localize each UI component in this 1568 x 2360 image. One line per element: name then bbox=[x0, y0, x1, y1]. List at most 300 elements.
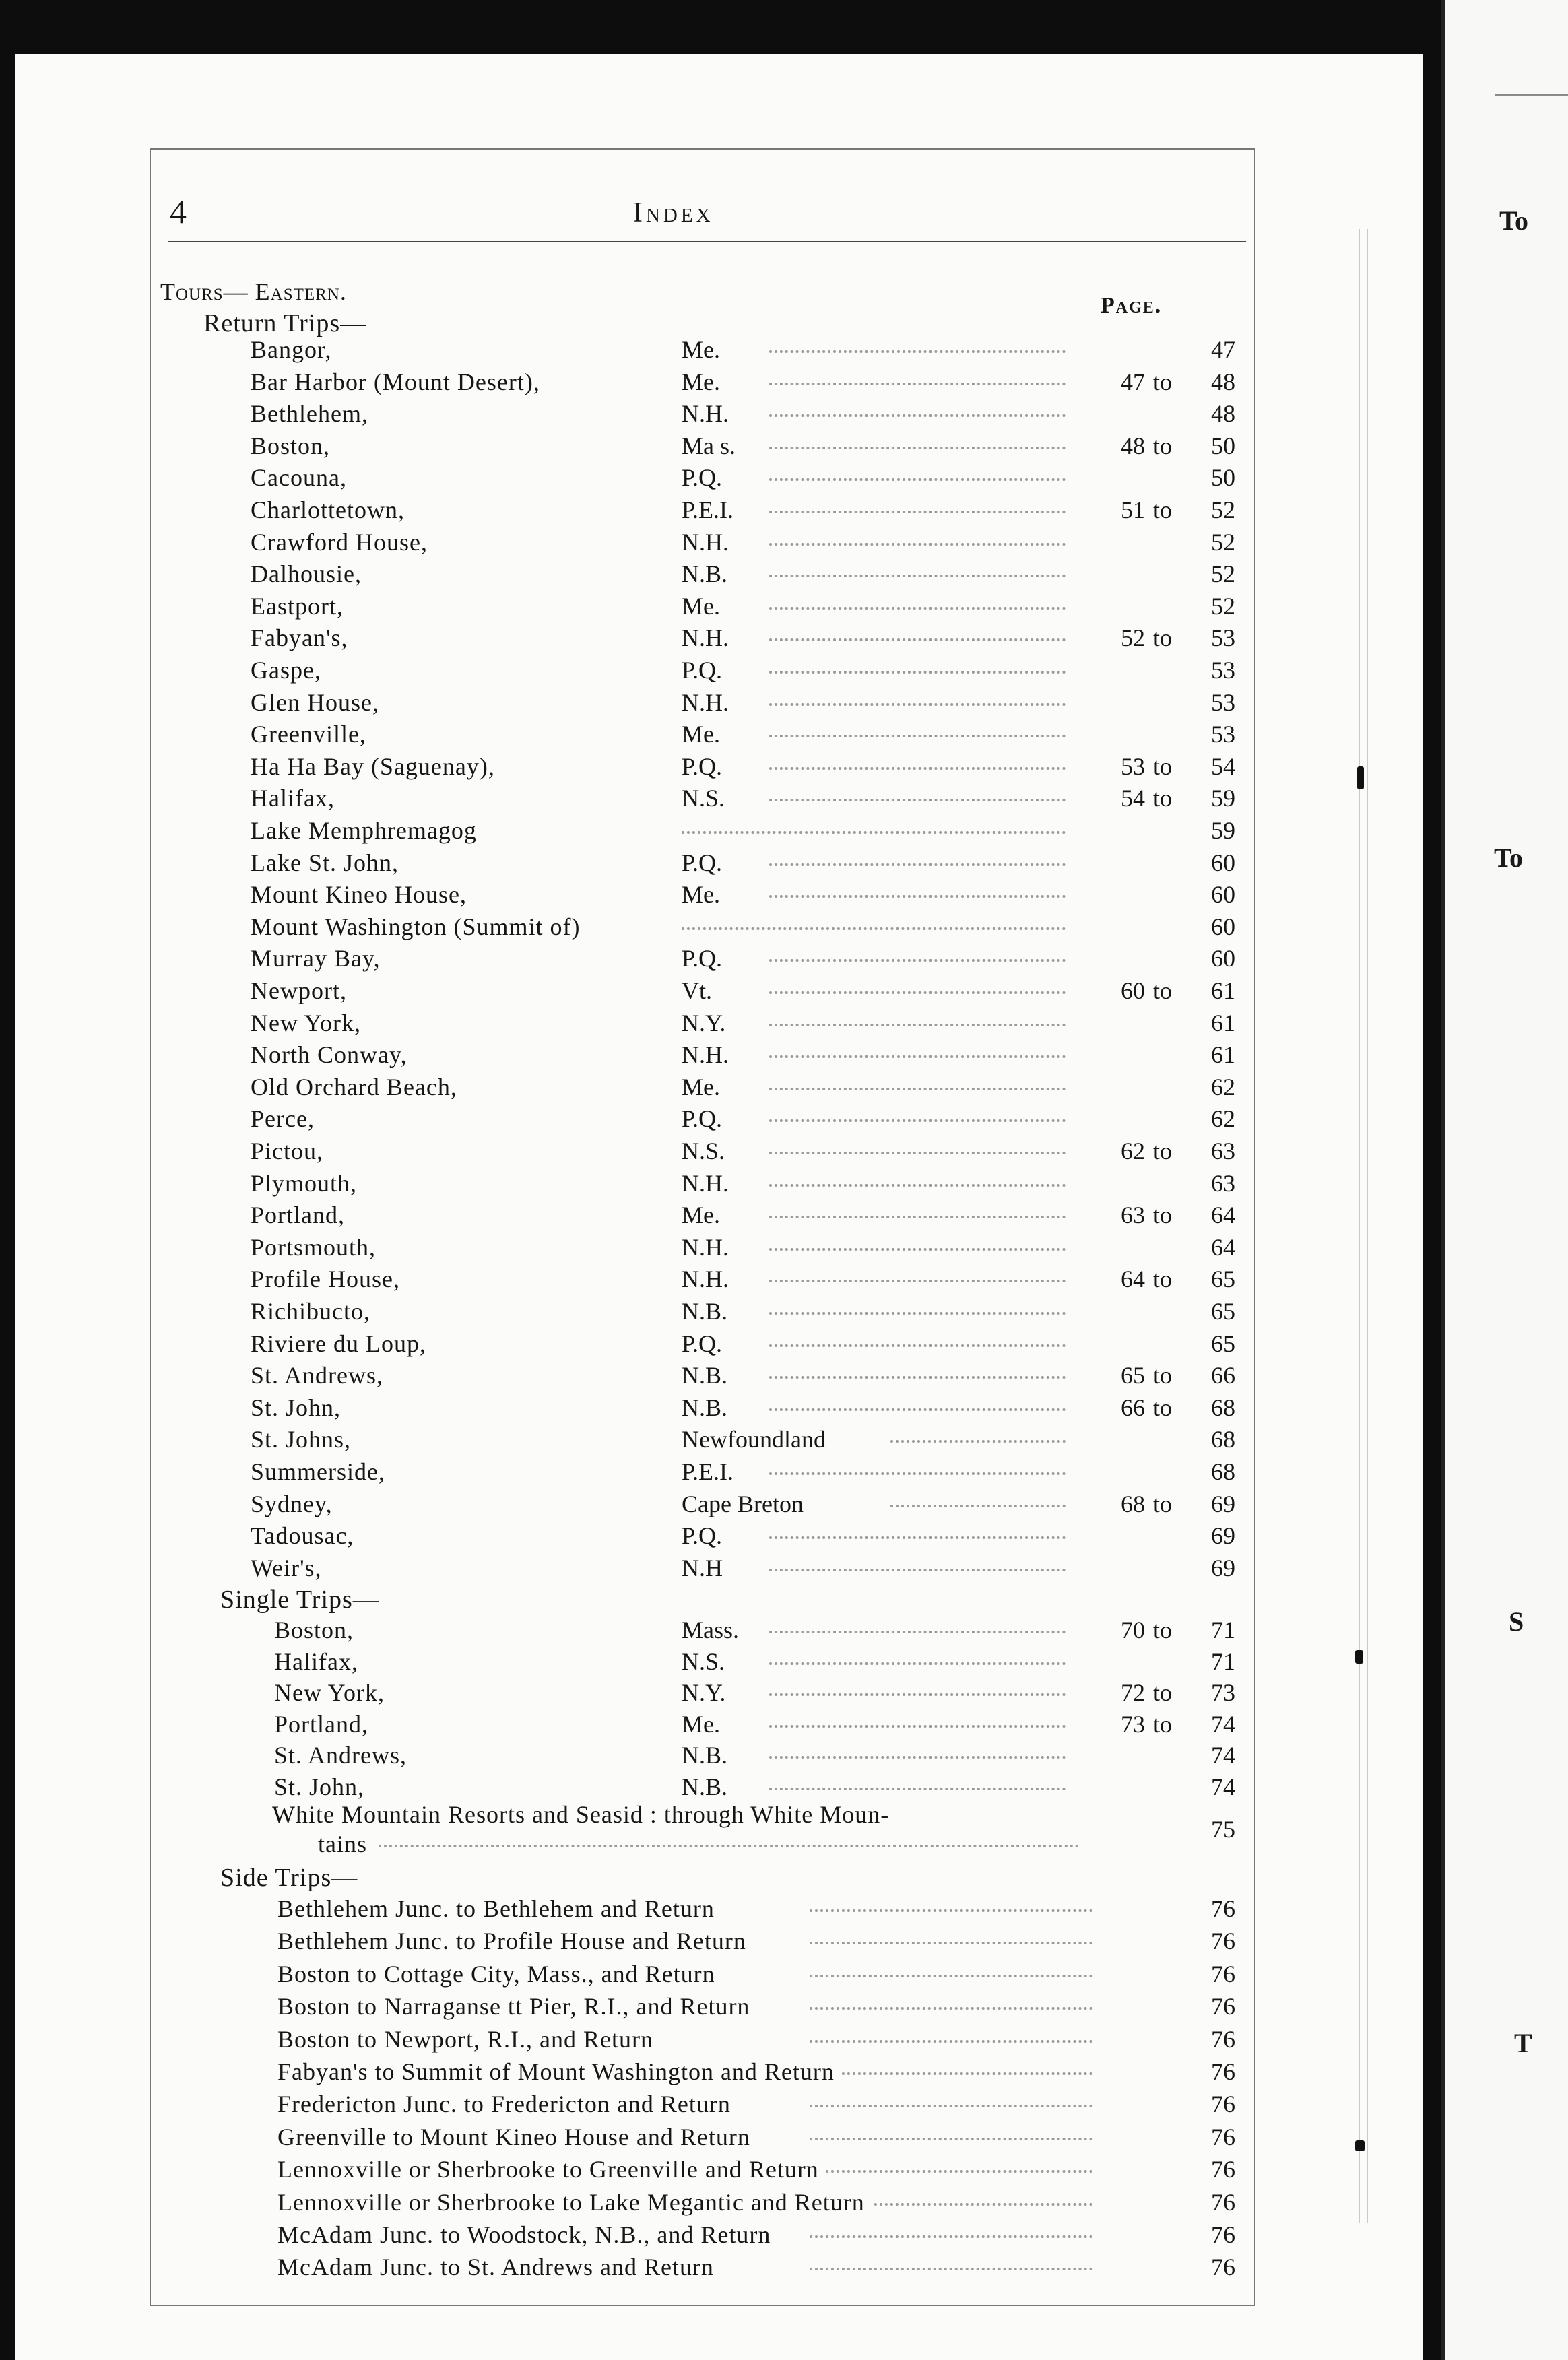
entry-region: Vt. bbox=[682, 977, 712, 1004]
leader-dots bbox=[769, 350, 1066, 353]
page-ref: 60 bbox=[1211, 913, 1235, 940]
page-range-start: 68 bbox=[1121, 1490, 1145, 1517]
page-ref: 59 bbox=[1211, 817, 1235, 844]
entry-text-continued: tains bbox=[318, 1831, 367, 1858]
leader-dots bbox=[769, 1725, 1066, 1728]
list-item bbox=[15, 2221, 1429, 2253]
entry-place: Halifax, bbox=[274, 1647, 358, 1675]
page-ref: 74 bbox=[1211, 1742, 1235, 1769]
entry-text: McAdam Junc. to Woodstock, N.B., and Return bbox=[277, 2221, 777, 2249]
entry-place: New York, bbox=[274, 1679, 385, 1707]
entry-place: Bethlehem, bbox=[251, 400, 368, 428]
leader-dots bbox=[769, 383, 1066, 385]
list-item bbox=[15, 1105, 1429, 1137]
list-item bbox=[15, 752, 1429, 785]
page-ref: 47 bbox=[1211, 336, 1235, 363]
entry-place: Dalhousie, bbox=[251, 560, 362, 588]
entry-place: Glen House, bbox=[251, 688, 379, 716]
page-range-word: to bbox=[1153, 1362, 1173, 1389]
list-item bbox=[15, 1741, 1429, 1773]
page-range-word: to bbox=[1153, 432, 1173, 459]
entry-place: Charlottetown, bbox=[251, 496, 405, 523]
list-item bbox=[15, 1678, 1429, 1711]
section-heading: Tours— Eastern. bbox=[160, 278, 347, 305]
entry-region: P.Q. bbox=[682, 849, 723, 876]
entry-region: N.H. bbox=[682, 1169, 729, 1197]
page-ref: 73 bbox=[1211, 1679, 1235, 1707]
list-item bbox=[15, 688, 1429, 721]
page-ref: 69 bbox=[1211, 1522, 1235, 1550]
list-item bbox=[15, 1521, 1429, 1554]
entry-place: North Conway, bbox=[251, 1041, 407, 1069]
page-ref: 68 bbox=[1211, 1394, 1235, 1421]
page-range-start: 62 bbox=[1121, 1138, 1145, 1165]
entry-region: Me. bbox=[682, 881, 720, 909]
entry-region: Me. bbox=[682, 336, 720, 363]
leader-dots bbox=[769, 991, 1066, 994]
entry-region: N.S. bbox=[682, 1647, 725, 1675]
entry-region: Me. bbox=[682, 1710, 720, 1738]
leader-dots bbox=[769, 895, 1066, 898]
leader-dots bbox=[682, 927, 1066, 930]
entry-region: N.B. bbox=[682, 1773, 728, 1800]
entry-region: P.E.I. bbox=[682, 1458, 734, 1485]
entry-place: Eastport, bbox=[251, 592, 344, 620]
entry-text: Boston to Newport, R.I., and Return bbox=[277, 2025, 660, 2054]
leader-dots bbox=[769, 1788, 1066, 1790]
page-ref: 61 bbox=[1211, 1041, 1235, 1069]
leader-dots bbox=[769, 1184, 1066, 1187]
page-ref: 53 bbox=[1211, 688, 1235, 716]
entry-region: N.H. bbox=[682, 624, 729, 652]
list-item bbox=[15, 399, 1429, 432]
leader-dots bbox=[769, 1248, 1066, 1251]
entry-place: Tadousac, bbox=[251, 1522, 354, 1550]
entry-place: St. John, bbox=[251, 1394, 341, 1421]
entry-place: Fabyan's, bbox=[251, 624, 348, 652]
entry-region: N.B. bbox=[682, 1298, 728, 1325]
page-ref: 53 bbox=[1211, 721, 1235, 748]
leader-dots bbox=[769, 447, 1066, 449]
entry-place: Plymouth, bbox=[251, 1169, 358, 1197]
entry-region: N.B. bbox=[682, 1394, 728, 1421]
page-range-start: 54 bbox=[1121, 785, 1145, 812]
page-ref: 71 bbox=[1211, 1647, 1235, 1675]
entry-region: P.Q. bbox=[682, 657, 723, 684]
page-range-word: to bbox=[1153, 785, 1173, 812]
leader-dots bbox=[769, 959, 1066, 962]
page-ref: 48 bbox=[1211, 368, 1235, 395]
entry-region: P.Q. bbox=[682, 1330, 723, 1357]
list-item bbox=[15, 2188, 1429, 2221]
page-range-word: to bbox=[1153, 1394, 1173, 1421]
page-ref: 68 bbox=[1211, 1426, 1235, 1453]
entry-text: Lennoxville or Sherbrooke to Greenville and Return bbox=[277, 2155, 826, 2184]
entry-place: Mount Kineo House, bbox=[251, 881, 467, 909]
leader-dots bbox=[769, 735, 1066, 738]
page-ref: 52 bbox=[1211, 496, 1235, 523]
entry-place: Boston, bbox=[251, 432, 331, 459]
list-item bbox=[15, 1169, 1429, 1202]
list-item bbox=[15, 592, 1429, 624]
list-item bbox=[15, 624, 1429, 656]
opposite-page-edge bbox=[1441, 0, 1568, 2360]
leader-dots bbox=[810, 2007, 1092, 2010]
entry-place: Bangor, bbox=[251, 336, 332, 363]
page-ref: 63 bbox=[1211, 1169, 1235, 1197]
page-ref: 63 bbox=[1211, 1138, 1235, 1165]
page-ref: 60 bbox=[1211, 945, 1235, 973]
page-ref: 64 bbox=[1211, 1233, 1235, 1261]
list-item bbox=[15, 944, 1429, 977]
entry-region: N.H bbox=[682, 1554, 723, 1581]
leader-dots bbox=[810, 2170, 1092, 2173]
entry-text: Fredericton Junc. to Fredericton and Return bbox=[277, 2090, 738, 2118]
page-range-start: 72 bbox=[1121, 1679, 1145, 1707]
leader-dots bbox=[769, 414, 1066, 417]
entry-place: Richibucto, bbox=[251, 1298, 370, 1325]
list-item bbox=[15, 1895, 1429, 1927]
page-ref: 76 bbox=[1211, 2091, 1235, 2118]
leader-dots bbox=[682, 831, 1066, 834]
leader-dots bbox=[769, 1152, 1066, 1154]
leader-dots bbox=[769, 863, 1066, 866]
list-item bbox=[15, 1927, 1429, 1959]
list-item bbox=[15, 1394, 1429, 1426]
page-ref: 76 bbox=[1211, 2025, 1235, 2053]
opposite-rule bbox=[1495, 94, 1568, 96]
entry-text: Boston to Cottage City, Mass., and Return bbox=[277, 1960, 722, 1988]
entry-place: Cacouna, bbox=[251, 464, 347, 492]
entry-region: Newfoundland bbox=[682, 1426, 826, 1453]
leader-dots bbox=[769, 607, 1066, 610]
entry-place: St. John, bbox=[274, 1773, 365, 1800]
entry-text: Greenville to Mount Kineo House and Return bbox=[277, 2123, 757, 2151]
entry-region: N.H. bbox=[682, 688, 729, 716]
list-item bbox=[15, 1554, 1429, 1586]
entry-region: Mass. bbox=[682, 1616, 740, 1643]
page-ref: 50 bbox=[1211, 464, 1235, 492]
entry-region: N.B. bbox=[682, 1362, 728, 1389]
page-ref: 60 bbox=[1211, 881, 1235, 909]
entry-place: Halifax, bbox=[251, 785, 335, 812]
list-item bbox=[15, 432, 1429, 464]
page-ref: 65 bbox=[1211, 1298, 1235, 1325]
page-ref: 76 bbox=[1211, 2254, 1235, 2281]
page-range-start: 66 bbox=[1121, 1394, 1145, 1421]
page-ref: 54 bbox=[1211, 752, 1235, 780]
entry-region: Me. bbox=[682, 1202, 720, 1229]
leader-dots bbox=[769, 703, 1066, 706]
list-item bbox=[15, 880, 1429, 913]
list-item bbox=[15, 2090, 1429, 2122]
page-ref: 76 bbox=[1211, 1993, 1235, 2021]
entry-region: P.Q. bbox=[682, 945, 723, 973]
entry-place: St. Andrews, bbox=[251, 1362, 384, 1389]
leader-dots bbox=[769, 671, 1066, 674]
leader-dots bbox=[810, 2040, 1092, 2043]
page-range-word: to bbox=[1153, 1710, 1173, 1738]
list-item bbox=[15, 2025, 1429, 2058]
entry-text: McAdam Junc. to St. Andrews and Return bbox=[277, 2253, 721, 2281]
running-head-text: Index bbox=[633, 197, 714, 228]
entry-place: Portsmouth, bbox=[251, 1233, 377, 1261]
list-item bbox=[15, 368, 1429, 400]
entry-place: St. Andrews, bbox=[274, 1742, 407, 1769]
list-item bbox=[15, 1647, 1429, 1680]
entry-place: Greenville, bbox=[251, 721, 366, 748]
entry-region: Me. bbox=[682, 368, 720, 395]
entry-place: Weir's, bbox=[251, 1554, 322, 1581]
page-ref: 76 bbox=[1211, 2123, 1235, 2151]
list-item bbox=[15, 335, 1429, 368]
page-range-word: to bbox=[1153, 1266, 1173, 1293]
page-ref: 50 bbox=[1211, 432, 1235, 459]
entry-region: P.Q. bbox=[682, 1105, 723, 1133]
leader-dots bbox=[769, 1088, 1066, 1090]
entry-place: Crawford House, bbox=[251, 528, 428, 556]
entry-region: N.H. bbox=[682, 400, 729, 428]
page-range-start: 73 bbox=[1121, 1710, 1145, 1738]
list-item bbox=[15, 528, 1429, 560]
page-ref: 71 bbox=[1211, 1616, 1235, 1643]
entry-region: N.H. bbox=[682, 1233, 729, 1261]
entry-place: Bar Harbor (Mount Desert), bbox=[251, 368, 540, 395]
entry-place: Ha Ha Bay (Saguenay), bbox=[251, 752, 495, 780]
list-item bbox=[15, 463, 1429, 496]
single-trips-heading: Single Trips— bbox=[220, 1585, 379, 1614]
entry-text: Lennoxville or Sherbrooke to Lake Megantic and Return bbox=[277, 2188, 872, 2217]
page-ref: 76 bbox=[1211, 2058, 1235, 2085]
list-item bbox=[15, 2058, 1429, 2090]
page-ref: 69 bbox=[1211, 1490, 1235, 1517]
leader-dots bbox=[769, 1693, 1066, 1696]
page-range-start: 65 bbox=[1121, 1362, 1145, 1389]
page-ref: 76 bbox=[1211, 2221, 1235, 2248]
page-ref: 76 bbox=[1211, 1960, 1235, 1988]
return-trips-heading: Return Trips— bbox=[203, 309, 367, 337]
entry-place: Murray Bay, bbox=[251, 945, 381, 973]
leader-dots bbox=[890, 1505, 1066, 1507]
entry-region: N.S. bbox=[682, 1138, 725, 1165]
leader-dots bbox=[769, 1756, 1066, 1759]
list-item bbox=[15, 816, 1429, 849]
entry-place: Perce, bbox=[251, 1105, 315, 1133]
index-page bbox=[15, 54, 1423, 2360]
entry-region: N.H. bbox=[682, 528, 729, 556]
page-ref: 53 bbox=[1211, 657, 1235, 684]
list-item bbox=[15, 1330, 1429, 1362]
entry-region: N.Y. bbox=[682, 1009, 726, 1037]
list-item bbox=[15, 656, 1429, 688]
list-item bbox=[15, 1361, 1429, 1394]
page-range-start: 70 bbox=[1121, 1616, 1145, 1643]
entry-place: Profile House, bbox=[251, 1266, 400, 1293]
entry-place: Portland, bbox=[274, 1710, 368, 1738]
opposite-page-word: T bbox=[1514, 2028, 1532, 2058]
page-ref: 75 bbox=[1211, 1816, 1235, 1843]
page-ref: 48 bbox=[1211, 400, 1235, 428]
leader-dots bbox=[769, 1472, 1066, 1475]
entry-text: Boston to Narraganse tt Pier, R.I., and Return bbox=[277, 1992, 756, 2021]
entry-region: N.H. bbox=[682, 1266, 729, 1293]
entry-region: N.H. bbox=[682, 1041, 729, 1069]
entry-region: P.Q. bbox=[682, 1522, 723, 1550]
entry-text: Bethlehem Junc. to Profile House and Return bbox=[277, 1927, 753, 1955]
page-range-word: to bbox=[1153, 1202, 1173, 1229]
leader-dots bbox=[769, 1662, 1066, 1665]
page-ref: 74 bbox=[1211, 1773, 1235, 1800]
leader-dots bbox=[810, 1909, 1092, 1912]
page-ref: 59 bbox=[1211, 785, 1235, 812]
entry-place: Old Orchard Beach, bbox=[251, 1073, 457, 1101]
page-ref: 62 bbox=[1211, 1073, 1235, 1101]
entry-region: N.B. bbox=[682, 560, 728, 588]
list-item bbox=[15, 913, 1429, 945]
list-item bbox=[15, 1457, 1429, 1490]
opposite-page-word: To bbox=[1494, 843, 1524, 873]
page-range-word: to bbox=[1153, 1616, 1173, 1643]
entry-place: Boston, bbox=[274, 1616, 354, 1643]
list-item bbox=[15, 2123, 1429, 2155]
entry-place: Riviere du Loup, bbox=[251, 1330, 426, 1357]
entry-place: Portland, bbox=[251, 1202, 345, 1229]
opposite-page-word: To bbox=[1499, 205, 1529, 236]
page-range-start: 48 bbox=[1121, 432, 1145, 459]
page-ref: 74 bbox=[1211, 1710, 1235, 1738]
list-item bbox=[15, 1201, 1429, 1233]
opposite-page-word: S bbox=[1509, 1606, 1524, 1637]
entry-place: New York, bbox=[251, 1009, 362, 1037]
leader-dots bbox=[769, 1536, 1066, 1539]
leader-dots bbox=[810, 2268, 1092, 2270]
page-range-word: to bbox=[1153, 1679, 1173, 1707]
list-item bbox=[15, 1960, 1429, 1992]
entry-place: Lake Memphremagog bbox=[251, 817, 477, 844]
leader-dots bbox=[769, 767, 1066, 770]
page-range-start: 63 bbox=[1121, 1202, 1145, 1229]
entry-text: Bethlehem Junc. to Bethlehem and Return bbox=[277, 1895, 721, 1923]
page-ref: 60 bbox=[1211, 849, 1235, 876]
entry-region: P.Q. bbox=[682, 464, 723, 492]
entry-region: Me. bbox=[682, 592, 720, 620]
page-range-word: to bbox=[1153, 1490, 1173, 1517]
list-item bbox=[15, 496, 1429, 528]
page-range-word: to bbox=[1153, 977, 1173, 1004]
page-ref: 65 bbox=[1211, 1330, 1235, 1357]
leader-dots bbox=[769, 478, 1066, 481]
leader-dots bbox=[769, 1119, 1066, 1122]
entry-place: Pictou, bbox=[251, 1138, 324, 1165]
leader-dots bbox=[769, 638, 1066, 641]
leader-dots bbox=[769, 1280, 1066, 1282]
leader-dots bbox=[769, 511, 1066, 513]
page-ref: 52 bbox=[1211, 528, 1235, 556]
entry-region: Cape Breton bbox=[682, 1490, 804, 1517]
page-range-start: 51 bbox=[1121, 496, 1145, 523]
leader-dots bbox=[890, 1440, 1066, 1443]
leader-dots bbox=[810, 1942, 1092, 1944]
entry-region: N.Y. bbox=[682, 1679, 726, 1707]
list-item bbox=[15, 2253, 1429, 2285]
entry-text: White Mountain Resorts and Seasid : through White Moun- bbox=[272, 1801, 890, 1828]
entry-region: N.S. bbox=[682, 785, 725, 812]
leader-dots bbox=[810, 2138, 1092, 2140]
leader-dots bbox=[769, 1408, 1066, 1411]
list-item bbox=[15, 1616, 1429, 1648]
leader-dots bbox=[810, 2105, 1092, 2107]
entry-region: P.Q. bbox=[682, 752, 723, 780]
page-ref: 53 bbox=[1211, 624, 1235, 652]
list-item bbox=[15, 720, 1429, 752]
entry-region: Me. bbox=[682, 721, 720, 748]
entry-region: P.E.I. bbox=[682, 496, 734, 523]
page-column-label: Page. bbox=[1101, 293, 1163, 318]
leader-dots bbox=[769, 1631, 1066, 1633]
page-range-word: to bbox=[1153, 624, 1173, 652]
list-item bbox=[15, 1009, 1429, 1041]
list-item bbox=[15, 1490, 1429, 1522]
entry-region: Ma s. bbox=[682, 432, 736, 459]
list-item bbox=[15, 1425, 1429, 1457]
page-ref: 61 bbox=[1211, 1009, 1235, 1037]
list-item bbox=[15, 784, 1429, 816]
entry-text: Fabyan's to Summit of Mount Washington and Return bbox=[277, 2058, 841, 2086]
page-range-word: to bbox=[1153, 752, 1173, 780]
list-item bbox=[15, 1297, 1429, 1330]
leader-dots bbox=[769, 1376, 1066, 1379]
page-ref: 61 bbox=[1211, 977, 1235, 1004]
page-range-start: 52 bbox=[1121, 624, 1145, 652]
leader-dots bbox=[769, 543, 1066, 546]
page-ref: 64 bbox=[1211, 1202, 1235, 1229]
page-ref: 65 bbox=[1211, 1266, 1235, 1293]
leader-dots bbox=[769, 1216, 1066, 1218]
leader-dots bbox=[810, 2235, 1092, 2238]
entry-place: Gaspe, bbox=[251, 657, 321, 684]
page-range-start: 64 bbox=[1121, 1266, 1145, 1293]
list-item bbox=[15, 977, 1429, 1009]
list-item bbox=[15, 2155, 1429, 2188]
entry-place: Newport, bbox=[251, 977, 347, 1004]
leader-dots bbox=[769, 1312, 1066, 1315]
entry-region: N.B. bbox=[682, 1742, 728, 1769]
page-ref: 66 bbox=[1211, 1362, 1235, 1389]
entry-place: St. Johns, bbox=[251, 1426, 352, 1453]
page-ref: 76 bbox=[1211, 2156, 1235, 2184]
entry-region: Me. bbox=[682, 1073, 720, 1101]
page-ref: 76 bbox=[1211, 1928, 1235, 1955]
page-range-word: to bbox=[1153, 368, 1173, 395]
list-item bbox=[15, 1265, 1429, 1297]
page-ref: 62 bbox=[1211, 1105, 1235, 1133]
header-rule bbox=[168, 241, 1246, 242]
side-trips-heading: Side Trips— bbox=[220, 1864, 358, 1892]
list-item bbox=[15, 1233, 1429, 1266]
page-range-word: to bbox=[1153, 1138, 1173, 1165]
list-item bbox=[15, 849, 1429, 881]
leader-dots bbox=[769, 799, 1066, 801]
page-range-start: 60 bbox=[1121, 977, 1145, 1004]
running-head bbox=[633, 197, 714, 229]
entry-place: Summerside, bbox=[251, 1458, 385, 1485]
list-item bbox=[15, 1992, 1429, 2025]
page-ref: 52 bbox=[1211, 592, 1235, 620]
page-ref: 52 bbox=[1211, 560, 1235, 588]
entry-place: Mount Washington (Summit of) bbox=[251, 913, 581, 940]
page-edge-shadow bbox=[1441, 0, 1445, 2360]
page-ref: 76 bbox=[1211, 1895, 1235, 1922]
